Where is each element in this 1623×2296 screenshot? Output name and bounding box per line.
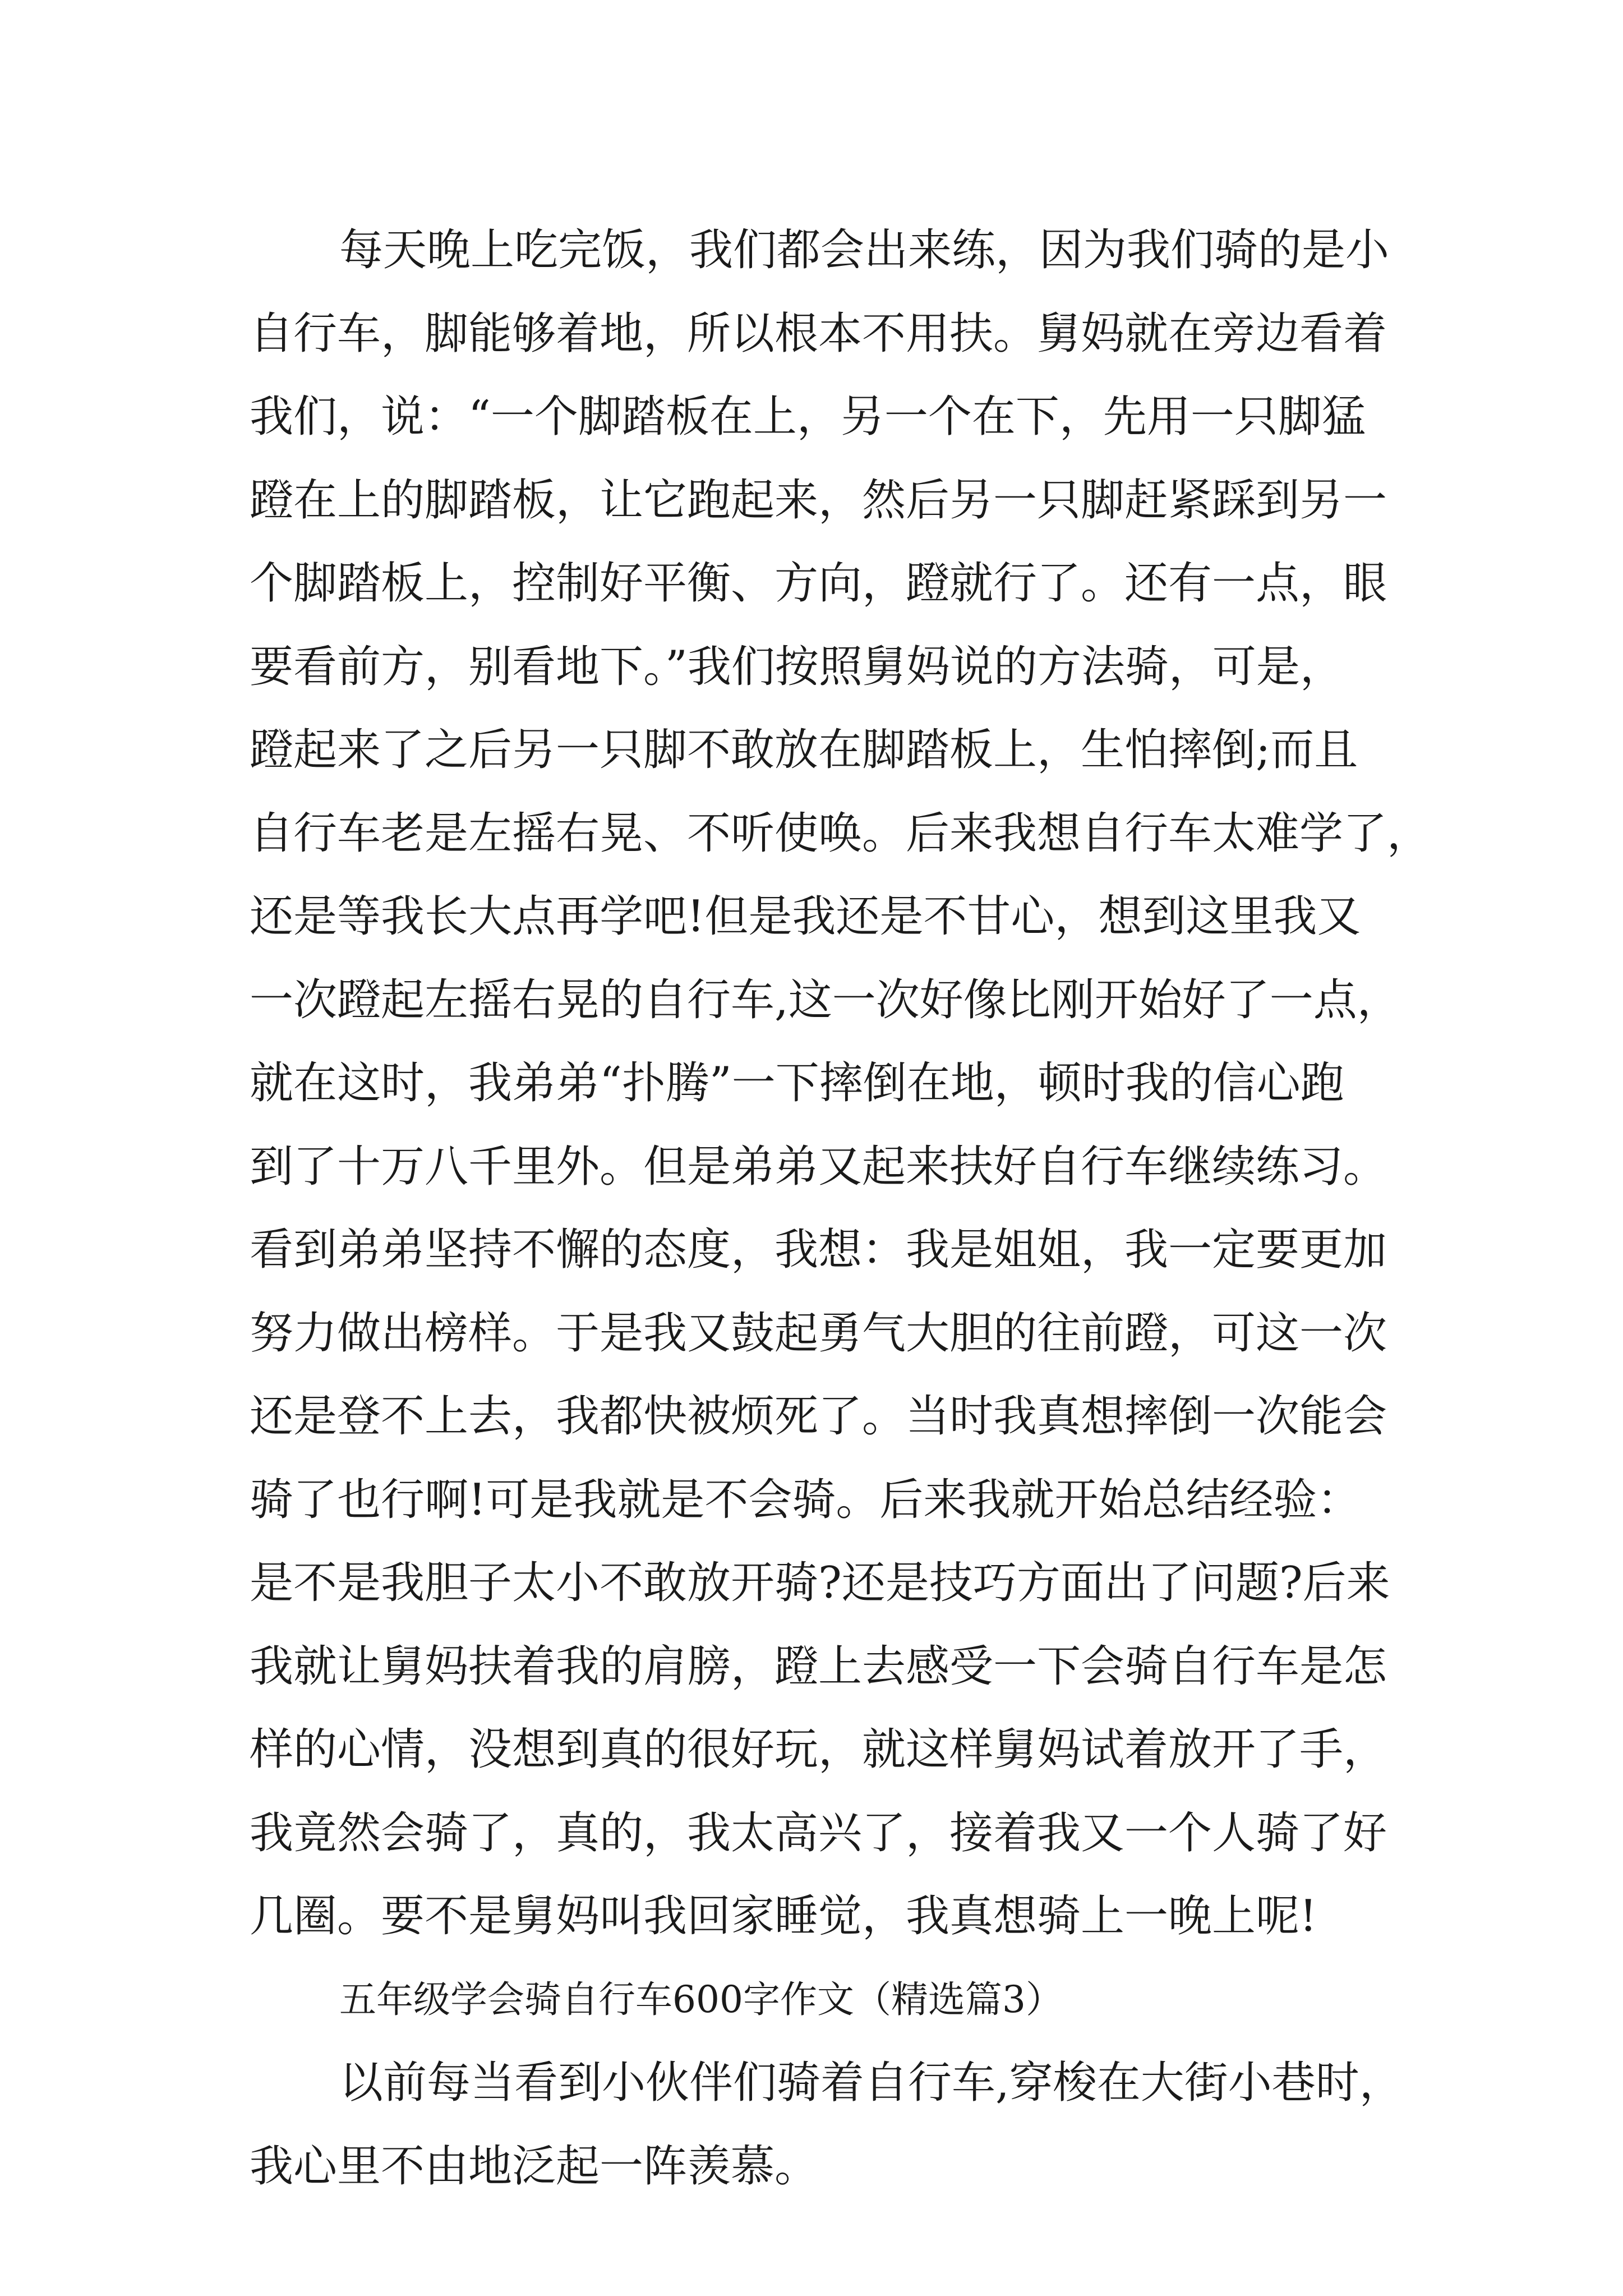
text-line: 几圈。要不是舅妈叫我回家睡觉，我真想骑上一晚上呢! — [250, 1891, 1317, 1941]
text-line: 蹬在上的脚踏板，让它跑起来，然后另一只脚赶紧踩到另一 — [250, 475, 1387, 526]
text-line: 每天晚上吃完饭，我们都会出来练，因为我们骑的是小 — [339, 225, 1390, 275]
text-line: 是不是我胆子太小不敢放开骑?还是技巧方面出了问题?后来 — [250, 1558, 1390, 1608]
text-line: 要看前方，别看地下。”我们按照舅妈说的方法骑，可是， — [250, 641, 1344, 692]
text-line: 个脚踏板上，控制好平衡、方向，蹬就行了。还有一点，眼 — [250, 558, 1387, 609]
text-line: 到了十万八千里外。但是弟弟又起来扶好自行车继续练习。 — [250, 1141, 1387, 1192]
text-line: 我就让舅妈扶着我的肩膀，蹬上去感受一下会骑自行车是怎 — [250, 1641, 1387, 1692]
text-line: 就在这时，我弟弟“扑腾”一下摔倒在地，顿时我的信心跑 — [250, 1058, 1344, 1108]
text-line: 自行车，脚能够着地，所以根本不用扶。舅妈就在旁边看着 — [250, 308, 1387, 359]
text-line: 以前每当看到小伙伴们骑着自行车,穿梭在大街小巷时， — [339, 2058, 1403, 2108]
text-line: 样的心情，没想到真的很好玩，就这样舅妈试着放开了手， — [250, 1724, 1387, 1775]
paragraph-2 — [250, 2041, 1403, 2208]
text-line: 蹬起来了之后另一只脚不敢放在脚踏板上，生怕摔倒;而且 — [250, 725, 1358, 775]
text-line: 还是登不上去，我都快被烦死了。当时我真想摔倒一次能会 — [250, 1391, 1387, 1442]
text-line: 看到弟弟坚持不懈的态度，我想：我是姐姐，我一定要更加 — [250, 1225, 1387, 1275]
text-line: 我心里不由地泛起一阵羡慕。 — [250, 2141, 819, 2192]
text-line: 骑了也行啊!可是我就是不会骑。后来我就开始总结经验： — [250, 1474, 1361, 1525]
text-line: 我竟然会骑了，真的，我太高兴了，接着我又一个人骑了好 — [250, 1807, 1387, 1858]
text-line: 我们，说：“一个脚踏板在上，另一个在下，先用一只脚猛 — [250, 392, 1366, 442]
text-line: 一次蹬起左摇右晃的自行车,这一次好像比刚开始好了一点， — [250, 974, 1401, 1025]
article-body — [250, 209, 1431, 2208]
text-line: 自行车老是左摇右晃、不听使唤。后来我想自行车太难学了， — [250, 808, 1431, 859]
paragraph-1 — [250, 209, 1431, 1958]
section-heading: 五年级学会骑自行车600字作文（精选篇3） — [339, 1977, 1063, 2021]
text-line: 还是等我长大点再学吧!但是我还是不甘心，想到这里我又 — [250, 891, 1361, 942]
text-line: 努力做出榜样。于是我又鼓起勇气大胆的往前蹬，可这一次 — [250, 1308, 1387, 1359]
